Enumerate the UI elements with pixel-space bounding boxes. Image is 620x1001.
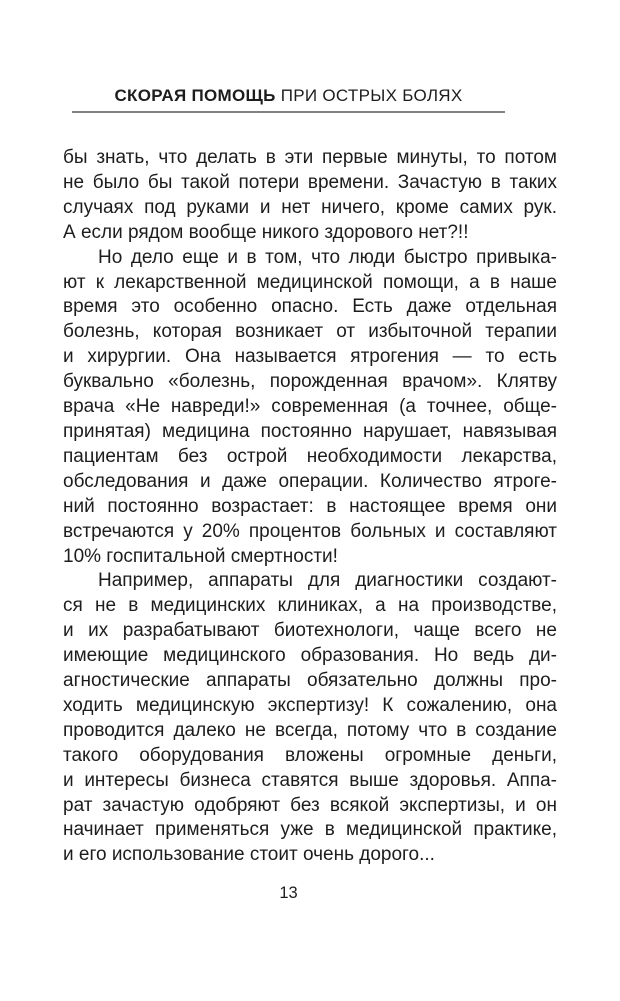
running-head-title-bold: СКОРАЯ ПОМОЩЬ bbox=[114, 86, 276, 105]
text-line: встречаются у 20% процентов больных и составляют bbox=[63, 520, 557, 542]
running-head bbox=[72, 86, 505, 106]
running-head-title-regular: ПРИ ОСТРЫХ БОЛЯХ bbox=[280, 86, 463, 105]
text-line: ний постоянно возрастает: в настоящее время они bbox=[63, 495, 557, 517]
text-line: агностические аппараты обязательно должны про- bbox=[63, 670, 557, 692]
text-line: проводится далеко не всегда, потому что в создание bbox=[63, 719, 557, 741]
text-line: 10% госпитальной смертности! bbox=[63, 545, 338, 567]
text-line: ют к лекарственной медицинской помощи, а в наше bbox=[63, 271, 557, 293]
text-line: ся не в медицинских клиниках, а на производстве, bbox=[63, 595, 557, 617]
text-line: не было бы такой потери времени. Зачастую в таких bbox=[63, 171, 557, 193]
text-line: Но дело еще и в том, что люди быстро привыка- bbox=[98, 246, 557, 268]
page-number: 13 bbox=[279, 884, 298, 902]
text-line: и хирургии. Она называется ятрогения — то есть bbox=[63, 346, 557, 368]
text-line: случаях под руками и нет ничего, кроме самих рук. bbox=[63, 196, 557, 218]
header-divider bbox=[72, 111, 505, 113]
text-line: ходить медицинскую экспертизу! К сожалению, она bbox=[63, 694, 557, 716]
text-line: имеющие медицинского образования. Но ведь ди- bbox=[63, 645, 557, 667]
text-line: время это особенно опасно. Есть даже отдельная bbox=[63, 296, 557, 318]
text-line: и интересы бизнеса ставятся выше здоровья. Аппа- bbox=[63, 769, 557, 791]
body-text bbox=[63, 146, 557, 868]
text-line: рат зачастую одобряют без всякой экспертизы, и он bbox=[63, 794, 557, 816]
text-line: начинает применяться уже в медицинской практике, bbox=[63, 819, 557, 841]
text-line: принятая) медицина постоянно нарушает, навязывая bbox=[63, 420, 557, 442]
text-line: болезнь, которая возникает от избыточной терапии bbox=[63, 321, 557, 343]
text-line: и его использование стоит очень дорого... bbox=[63, 844, 435, 866]
text-line: бы знать, что делать в эти первые минуты, то потом bbox=[63, 147, 557, 168]
text-line: и их разрабатывают биотехнологи, чаще всего не bbox=[63, 620, 557, 642]
text-line: А если рядом вообще никого здорового нет?!! bbox=[63, 221, 469, 243]
text-line: обследования и даже операции. Количество ятроге- bbox=[63, 470, 557, 492]
text-line: пациентам без острой необходимости лекарства, bbox=[63, 445, 557, 467]
text-line: такого оборудования вложены огромные деньги, bbox=[63, 744, 557, 766]
text-line: Например, аппараты для диагностики создают- bbox=[98, 570, 557, 592]
text-line: буквально «болезнь, порожденная врачом». Клятву bbox=[63, 371, 557, 393]
text-line: врача «Не навреди!» современная (а точнее, обще- bbox=[63, 396, 557, 418]
